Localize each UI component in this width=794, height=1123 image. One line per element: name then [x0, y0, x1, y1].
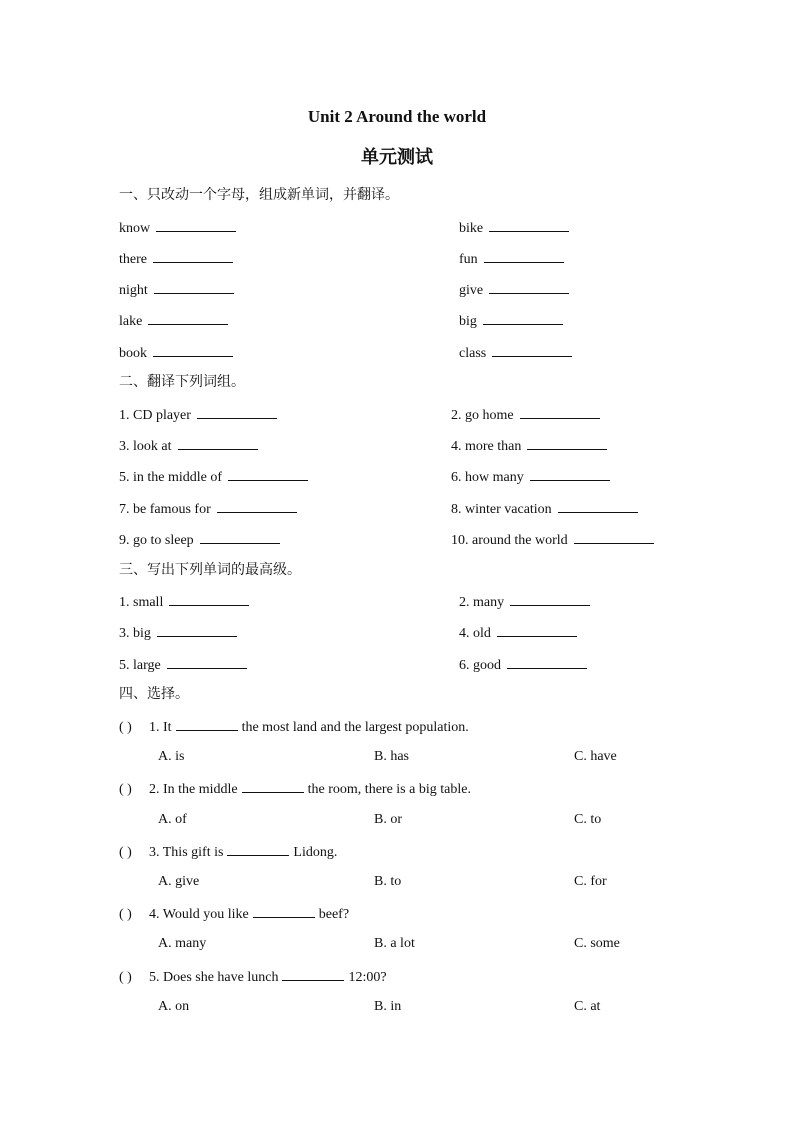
s1-left-item: book [119, 342, 233, 364]
s3-left-item: 5. large [119, 654, 247, 676]
answer-blank[interactable] [154, 279, 234, 294]
s1-left-item: there [119, 248, 233, 270]
s2-right-item: 2. go home [451, 404, 600, 426]
section2-heading: 二、翻译下列词组。 [119, 374, 245, 390]
s1-left-item: lake [119, 310, 228, 332]
answer-blank[interactable] [492, 342, 572, 357]
answer-blank[interactable] [527, 435, 607, 450]
answer-blank[interactable] [520, 404, 600, 419]
s3-right-item: 4. old [459, 622, 577, 644]
option-c[interactable]: C. at [574, 999, 601, 1014]
page-title: Unit 2 Around the world [307, 107, 487, 126]
answer-blank[interactable] [153, 342, 233, 357]
answer-blank[interactable] [178, 435, 258, 450]
answer-blank[interactable] [148, 310, 228, 325]
answer-blank[interactable] [483, 310, 563, 325]
s1-right-item: fun [459, 248, 564, 270]
answer-paren[interactable]: ( ) [119, 970, 132, 985]
section1-heading: 一、只改动一个字母，组成新单词，并翻译。 [119, 187, 399, 203]
s2-right-item: 10. around the world [451, 529, 654, 551]
s3-right-item: 6. good [459, 654, 587, 676]
question-row: ( ) 5. Does she have lunch 12:00? [119, 966, 387, 988]
option-b[interactable]: B. has [374, 749, 409, 764]
s2-right-item: 6. how many [451, 466, 610, 488]
answer-blank[interactable] [227, 841, 289, 856]
s3-right-item: 2. many [459, 591, 590, 613]
s2-left-item: 7. be famous for [119, 498, 297, 520]
option-a[interactable]: A. is [158, 749, 185, 764]
option-b[interactable]: B. to [374, 874, 402, 889]
option-b[interactable]: B. or [374, 812, 402, 827]
answer-blank[interactable] [507, 654, 587, 669]
answer-blank[interactable] [197, 404, 277, 419]
question-row: ( ) 3. This gift is Lidong. [119, 841, 337, 863]
answer-blank[interactable] [167, 654, 247, 669]
answer-blank[interactable] [200, 529, 280, 544]
option-a[interactable]: A. give [158, 874, 200, 889]
option-c[interactable]: C. have [574, 749, 617, 764]
answer-blank[interactable] [510, 591, 590, 606]
answer-paren[interactable]: ( ) [119, 720, 132, 735]
s2-left-item: 3. look at [119, 435, 258, 457]
option-a[interactable]: A. many [158, 936, 207, 951]
section3-heading: 三、写出下列单词的最高级。 [119, 562, 301, 578]
answer-blank[interactable] [176, 716, 238, 731]
answer-blank[interactable] [530, 466, 610, 481]
s2-right-item: 8. winter vacation [451, 498, 638, 520]
answer-blank[interactable] [253, 903, 315, 918]
section4-heading: 四、选择。 [119, 686, 189, 702]
answer-blank[interactable] [156, 217, 236, 232]
option-a[interactable]: A. on [158, 999, 190, 1014]
answer-blank[interactable] [497, 622, 577, 637]
s1-left-item: night [119, 279, 234, 301]
s1-right-item: give [459, 279, 569, 301]
answer-blank[interactable] [558, 498, 638, 513]
answer-blank[interactable] [242, 778, 304, 793]
s2-right-item: 4. more than [451, 435, 607, 457]
answer-blank[interactable] [489, 217, 569, 232]
s2-left-item: 9. go to sleep [119, 529, 280, 551]
answer-blank[interactable] [282, 966, 344, 981]
answer-blank[interactable] [574, 529, 654, 544]
s1-left-item: know [119, 217, 236, 239]
answer-blank[interactable] [228, 466, 308, 481]
s3-left-item: 1. small [119, 591, 249, 613]
s1-right-item: bike [459, 217, 569, 239]
s1-right-item: big [459, 310, 563, 332]
option-c[interactable]: C. some [574, 936, 620, 951]
answer-blank[interactable] [217, 498, 297, 513]
answer-blank[interactable] [153, 248, 233, 263]
s2-left-item: 1. CD player [119, 404, 277, 426]
answer-blank[interactable] [169, 591, 249, 606]
answer-paren[interactable]: ( ) [119, 907, 132, 922]
option-a[interactable]: A. of [158, 812, 187, 827]
s2-left-item: 5. in the middle of [119, 466, 308, 488]
question-row: ( ) 2. In the middle the room, there is a big table. [119, 778, 471, 800]
option-b[interactable]: B. in [374, 999, 402, 1014]
answer-blank[interactable] [157, 622, 237, 637]
question-row: ( ) 4. Would you like beef? [119, 903, 349, 925]
answer-paren[interactable]: ( ) [119, 782, 132, 797]
s1-right-item: class [459, 342, 572, 364]
answer-paren[interactable]: ( ) [119, 845, 132, 860]
answer-blank[interactable] [484, 248, 564, 263]
question-row: ( ) 1. It the most land and the largest population. [119, 716, 469, 738]
answer-blank[interactable] [489, 279, 569, 294]
option-c[interactable]: C. for [574, 874, 607, 889]
option-b[interactable]: B. a lot [374, 936, 415, 951]
page-subtitle: 单元测试 [361, 147, 433, 168]
option-c[interactable]: C. to [574, 812, 602, 827]
s3-left-item: 3. big [119, 622, 237, 644]
